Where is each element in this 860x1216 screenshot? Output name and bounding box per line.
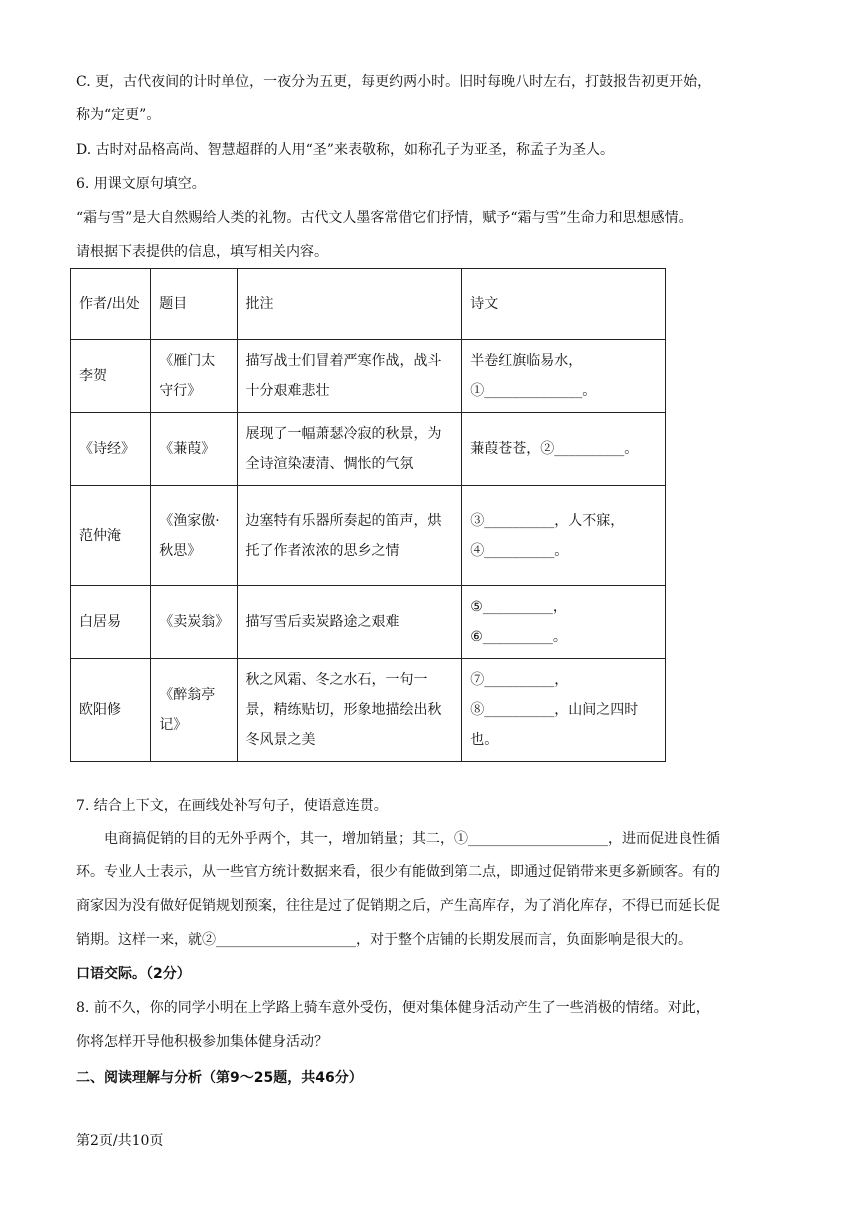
question-7-line-4: 销期。这样一来，就②____________________，对于整个店铺的长期发展而言，负面影响是很大的。 (76, 932, 692, 948)
cell-annotation: 描写战士们冒着严寒作战，战斗十分艰难悲壮 (237, 340, 462, 413)
cell-title: 《醉翁亭记》 (151, 659, 237, 762)
question-7-line-3: 商家因为没有做好促销规划预案，往往是过了促销期之后，产生高库存，为了消化库存，不得已而延长促 (76, 898, 720, 914)
cell-author: 欧阳修 (71, 659, 151, 762)
table-header-row (71, 269, 666, 340)
cell-annotation: 边塞特有乐器所奏起的笛声，烘托了作者浓浓的思乡之情 (237, 486, 462, 586)
cell-poem-text: 半卷红旗临易水，①______________。 (462, 340, 666, 413)
header-poem-text: 诗文 (462, 269, 666, 340)
header-title: 题目 (151, 269, 237, 340)
question-7-line-1: 电商搞促销的目的无外乎两个，其一，增加销量；其二，①____________________，进而促进良性循 (104, 831, 720, 847)
cell-title: 《渔家傲·秋思》 (151, 486, 237, 586)
cell-poem-text: 蒹葭苍苍，②__________。 (462, 413, 666, 486)
question-6-intro-2: 请根据下表提供的信息，填写相关内容。 (76, 244, 328, 260)
cell-author: 白居易 (71, 586, 151, 659)
question-6-intro-1: “霜与雪”是大自然赐给人类的礼物。古代文人墨客常借它们抒情，赋予“霜与雪”生命力和思想感情。 (76, 210, 693, 226)
question-7-title: 7. 结合上下文，在画线处补写句子，使语意连贯。 (76, 798, 388, 814)
section-2-heading: 二、阅读理解与分析（第9～25题，共46分） (76, 1070, 363, 1086)
header-annotation: 批注 (237, 269, 462, 340)
header-author: 作者/出处 (71, 269, 151, 340)
cell-annotation: 秋之风霜、冬之水石，一句一景，精练贴切，形象地描绘出秋冬风景之美 (237, 659, 462, 762)
table-row (71, 413, 666, 486)
poem-fill-table (70, 268, 666, 762)
option-d-line: D. 古时对品格高尚、智慧超群的人用“圣”来表敬称，如称孔子为亚圣，称孟子为圣人。 (76, 142, 614, 158)
page-number: 第2页/共10页 (76, 1133, 164, 1149)
cell-title: 《蒹葭》 (151, 413, 237, 486)
table-row (71, 586, 666, 659)
question-6-title: 6. 用课文原句填空。 (76, 176, 206, 192)
cell-title: 《雁门太守行》 (151, 340, 237, 413)
option-c-line-1: C. 更，古代夜间的计时单位，一夜分为五更，每更约两小时。旧时每晚八时左右，打鼓报告初更开始， (76, 74, 712, 90)
option-c-line-2: 称为“定更”。 (76, 107, 161, 123)
cell-title: 《卖炭翁》 (151, 586, 237, 659)
table-row (71, 486, 666, 586)
cell-author: 范仲淹 (71, 486, 151, 586)
oral-communication-heading: 口语交际。（2分） (76, 966, 191, 982)
cell-annotation: 展现了一幅萧瑟冷寂的秋景，为全诗渲染凄清、惆怅的气氛 (237, 413, 462, 486)
cell-poem-text: ③__________，人不寐，④__________。 (462, 486, 666, 586)
table-row (71, 659, 666, 762)
cell-poem-text: ⑦__________，⑧__________，山间之四时也。 (462, 659, 666, 762)
cell-author: 《诗经》 (71, 413, 151, 486)
question-7-line-2: 环。专业人士表示，从一些官方统计数据来看，很少有能做到第二点，即通过促销带来更多新顾客。有的 (76, 864, 720, 880)
table-row (71, 340, 666, 413)
question-8-line-2: 你将怎样开导他积极参加集体健身活动？ (76, 1034, 328, 1050)
cell-annotation: 描写雪后卖炭路途之艰难 (237, 586, 462, 659)
cell-author: 李贺 (71, 340, 151, 413)
cell-poem-text: ⑤__________，⑥__________。 (462, 586, 666, 659)
question-8-line-1: 8. 前不久，你的同学小明在上学路上骑车意外受伤，便对集体健身活动产生了一些消极的情绪。对此， (76, 1000, 710, 1016)
